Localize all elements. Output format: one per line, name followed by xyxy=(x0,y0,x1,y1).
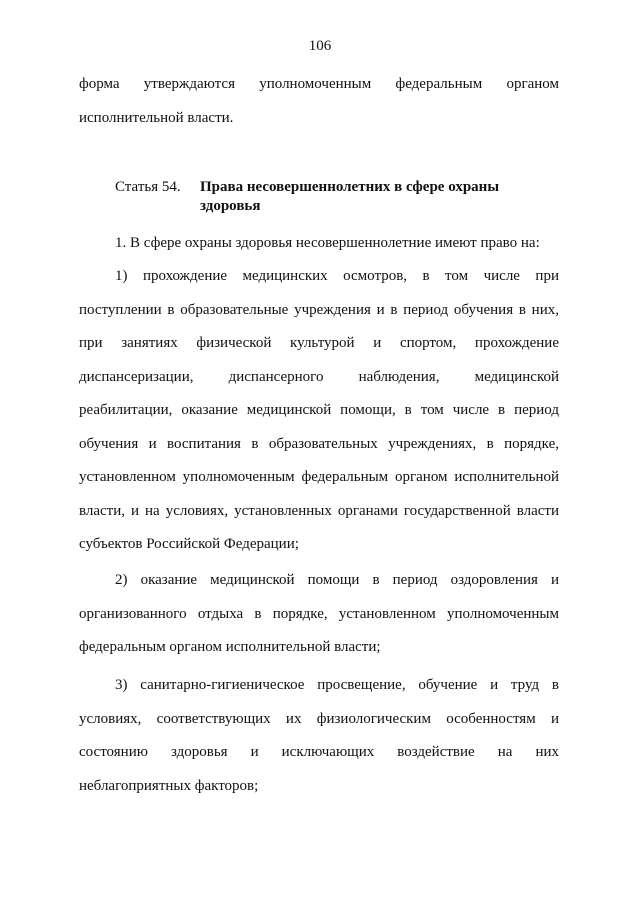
paragraph-item-1: 1) прохождение медицинских осмотров, в том числе при поступлении в образовательные учреждения и в период обучения в них, при занятиях физической культурой и спортом, прохождение диспансеризации, диспансерного наблюдения, медицинской реабилитации, оказание медицинской помощи, в том числе в период обучения и воспитания в образовательных учреждениях, в порядке, установленном уполномоченным федеральным органом исполнительной власти, и на условиях, установленных органами государственной власти субъектов Российской Федерации; xyxy=(79,268,559,552)
paragraph-item-2: 2) оказание медицинской помощи в период оздоровления и организованного отдыха в порядке, установленном уполномоченным федеральным органом исполнительной власти; xyxy=(79,572,559,655)
article-title: Права несовершеннолетних в сфере охраны здоровья xyxy=(200,179,500,214)
article-label: Статья 54. xyxy=(115,179,181,195)
page-number: 106 xyxy=(308,38,332,54)
intro-paragraph: форма утверждаются уполномоченным федеральным органом исполнительной власти. xyxy=(79,76,559,126)
paragraph-1: 1. В сфере охраны здоровья несовершеннолетние имеют право на: xyxy=(115,235,540,251)
paragraph-item-3: 3) санитарно-гигиеническое просвещение, обучение и труд в условиях, соответствующих их физиологическим особенностям и состоянию здоровья и исключающих воздействие на них неблагоприятных факторов; xyxy=(79,677,559,794)
